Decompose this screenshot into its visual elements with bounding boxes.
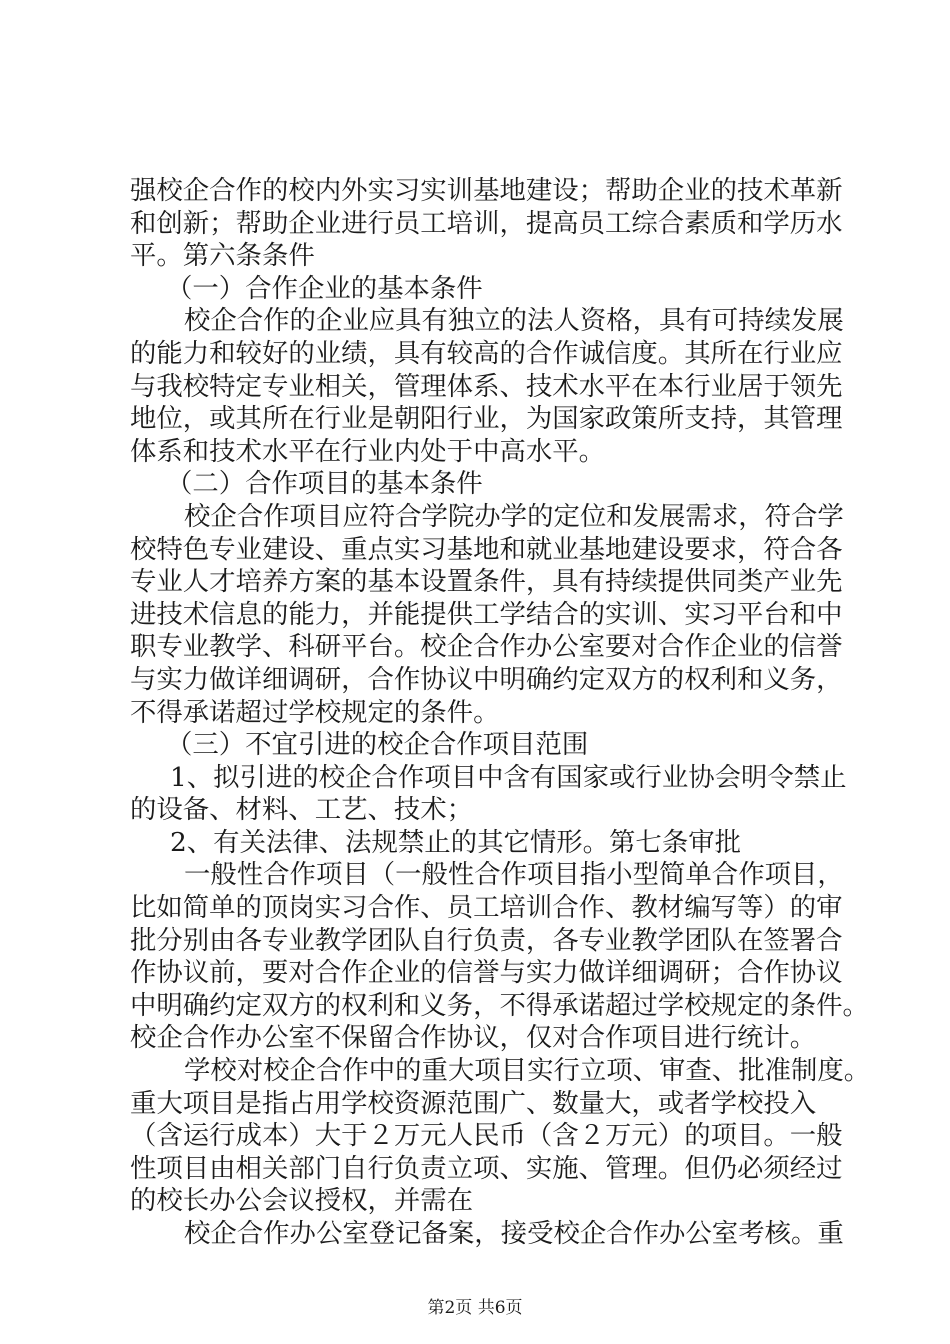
- text-line: 与我校特定专业相关，管理体系、技术水平在本行业居于领先: [130, 370, 843, 402]
- list-item: 2、有关法律、法规禁止的其它情形。第七条审批: [170, 826, 741, 858]
- section-heading: （三）不宜引进的校企合作项目范围: [166, 729, 589, 761]
- text-line: 职专业教学、科研平台。校企合作办公室要对合作企业的信誉: [130, 631, 843, 663]
- text-line: 强校企合作的校内外实习实训基地建设；帮助企业的技术革新: [130, 175, 843, 206]
- text-line: 专业人才培养方案的基本设置条件，具有持续提供同类产业先: [130, 566, 843, 598]
- page-footer: 第2页 共6页: [427, 1298, 523, 1318]
- paragraph-start: 学校对校企合作中的重大项目实行立项、审查、批准制度。: [184, 1055, 871, 1087]
- text-line: 校特色专业建设、重点实习基地和就业基地建设要求，符合各: [130, 533, 843, 565]
- text-line: 和创新；帮助企业进行员工培训，提高员工综合素质和学历水: [130, 207, 843, 239]
- paragraph-start: 一般性合作项目（一般性合作项目指小型简单合作项目，: [184, 859, 844, 891]
- paragraph-start: 校企合作项目应符合学院办学的定位和发展需求，符合学: [184, 500, 844, 532]
- text-line: 中明确约定双方的权利和义务，不得承诺超过学校规定的条件。: [130, 989, 869, 1021]
- paragraph-start: 校企合作办公室登记备案，接受校企合作办公室考核。重: [184, 1218, 844, 1249]
- text-line: （含运行成本）大于２万元人民币（含２万元）的项目。一般: [130, 1120, 843, 1152]
- text-line: 地位，或其所在行业是朝阳行业，为国家政策所支持，其管理: [130, 403, 843, 435]
- text-line: 平。第六条条件: [130, 240, 315, 272]
- section-heading: （一）合作企业的基本条件: [166, 272, 483, 304]
- text-line: 与实力做详细调研，合作协议中明确约定双方的权利和义务，: [130, 663, 843, 695]
- text-line: 批分别由各专业教学团队自行负责，各专业教学团队在签署合: [130, 924, 843, 956]
- text-line: 作协议前，要对合作企业的信誉与实力做详细调研；合作协议: [130, 957, 843, 989]
- text-line: 比如简单的顶岗实习合作、员工培训合作、教材编写等）的审: [130, 892, 843, 924]
- list-item: 1、拟引进的校企合作项目中含有国家或行业协会明令禁止: [170, 761, 847, 793]
- text-line: 进技术信息的能力，并能提供工学结合的实训、实习平台和中: [130, 598, 843, 630]
- text-line: 体系和技术水平在行业内处于中高水平。: [130, 435, 606, 467]
- text-line: 校企合作办公室不保留合作协议，仅对合作项目进行统计。: [130, 1022, 817, 1054]
- text-line: 的校长办公会议授权，并需在: [130, 1185, 474, 1217]
- text-line: 不得承诺超过学校规定的条件。: [130, 696, 500, 728]
- text-line: 重大项目是指占用学校资源范围广、数量大，或者学校投入: [130, 1087, 817, 1119]
- section-heading: （二）合作项目的基本条件: [166, 468, 483, 500]
- text-line: 的能力和较好的业绩，具有较高的合作诚信度。其所在行业应: [130, 337, 843, 369]
- document-body: [130, 175, 871, 1251]
- paragraph-start: 校企合作的企业应具有独立的法人资格，具有可持续发展: [184, 305, 844, 337]
- text-line: 性项目由相关部门自行负责立项、实施、管理。但仍必须经过: [130, 1152, 843, 1184]
- text-line: 的设备、材料、工艺、技术；: [130, 794, 474, 826]
